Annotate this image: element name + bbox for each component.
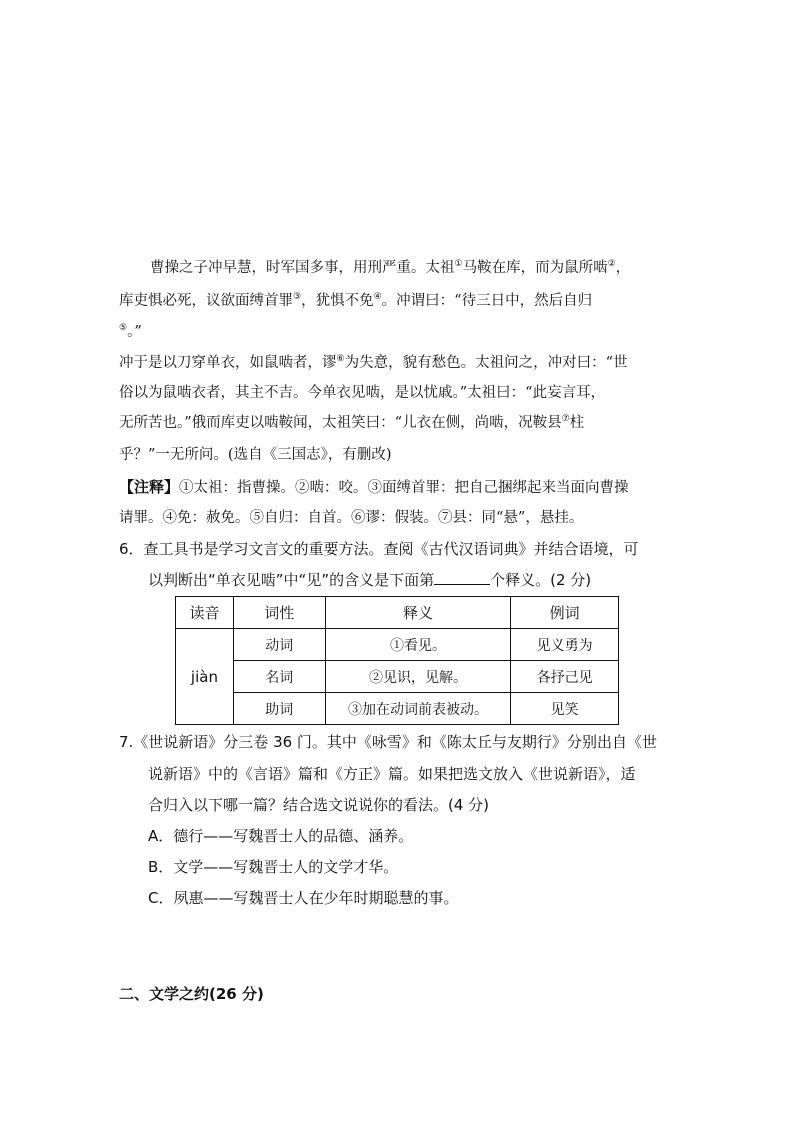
passage-line: 乎？”一无所问。(选自《三国志》，有删改) — [119, 447, 392, 463]
notes-line: 请罪。④免：赦免。⑤自归：自首。⑥谬：假装。⑦县：同“悬”，悬挂。 — [119, 510, 584, 526]
table-header: 释义 — [325, 597, 511, 629]
meaning-cell: ①看见。 — [325, 629, 511, 661]
passage-line: ⑤。” — [119, 323, 142, 340]
example-cell: 见义勇为 — [511, 629, 619, 661]
pos-cell: 名词 — [233, 661, 325, 693]
reading-cell: jiàn — [176, 629, 234, 725]
pos-cell: 动词 — [233, 629, 325, 661]
option-c: C．夙惠——写魏晋士人在少年时期聪慧的事。 — [148, 889, 459, 907]
passage-line: 俗以为鼠啮衣者，其主不吉。今单衣见啮，是以忧戚。”太祖曰：“此妄言耳， — [119, 385, 606, 401]
table-header: 词性 — [233, 597, 325, 629]
table-row — [176, 693, 619, 725]
example-cell: 见笑 — [511, 693, 619, 725]
q7-stem: 说新语》中的《言语》篇和《方正》篇。如果把选文放入《世说新语》，适 — [148, 765, 636, 783]
option-a: A．德行——写魏晋士人的品德、涵养。 — [148, 827, 414, 845]
passage-line: 无所苦也。”俄而库吏以啮鞍闻，太祖笑曰：“儿衣在侧，尚啮，况鞍县⑦柱 — [119, 414, 585, 431]
table-header-row — [176, 597, 619, 629]
table-row — [176, 629, 619, 661]
q7-stem: 合归入以下哪一篇？结合选文说说你的看法。(4 分) — [148, 796, 490, 814]
dictionary-table — [175, 596, 619, 725]
option-b: B．文学——写魏晋士人的文学才华。 — [148, 858, 399, 876]
q7-stem: 7.《世说新语》分三卷 36 门。其中《咏雪》和《陈太丘与友期行》分别出自《世 — [119, 733, 657, 751]
table-row — [176, 661, 619, 693]
meaning-cell: ③加在动词前表被动。 — [325, 693, 511, 725]
passage-line: 曹操之子冲早慧，时军国多事，用刑严重。太祖①马鞍在库，而为鼠所啮②， — [150, 259, 631, 276]
q6-stem: 以判断出“单衣见啮”中“见”的含义是下面第 个释义。(2 分) — [148, 571, 592, 589]
answer-blank[interactable] — [434, 570, 490, 585]
example-cell: 各抒己见 — [511, 661, 619, 693]
table-header: 例词 — [511, 597, 619, 629]
notes-line: 【注释】①太祖：指曹操。②啮：咬。③面缚首罪：把自己捆绑起来当面向曹操 — [119, 478, 629, 496]
notes-label: 【注释】 — [119, 478, 180, 496]
pos-cell: 助词 — [233, 693, 325, 725]
meaning-cell: ②见识，见解。 — [325, 661, 511, 693]
passage-line: 库吏惧必死，议欲面缚首罪③，犹惧不免④。冲谓曰：“待三日中，然后自归 — [119, 292, 593, 309]
table-header: 读音 — [176, 597, 234, 629]
q6-stem: 6．查工具书是学习文言文的重要方法。查阅《古代汉语词典》并结合语境，可 — [119, 540, 639, 558]
passage-line: 冲于是以刀穿单衣，如鼠啮者，谬⑥为失意，貌有愁色。太祖问之，冲对曰：“世 — [119, 354, 628, 371]
section-heading: 二、文学之约(26 分) — [119, 985, 264, 1003]
